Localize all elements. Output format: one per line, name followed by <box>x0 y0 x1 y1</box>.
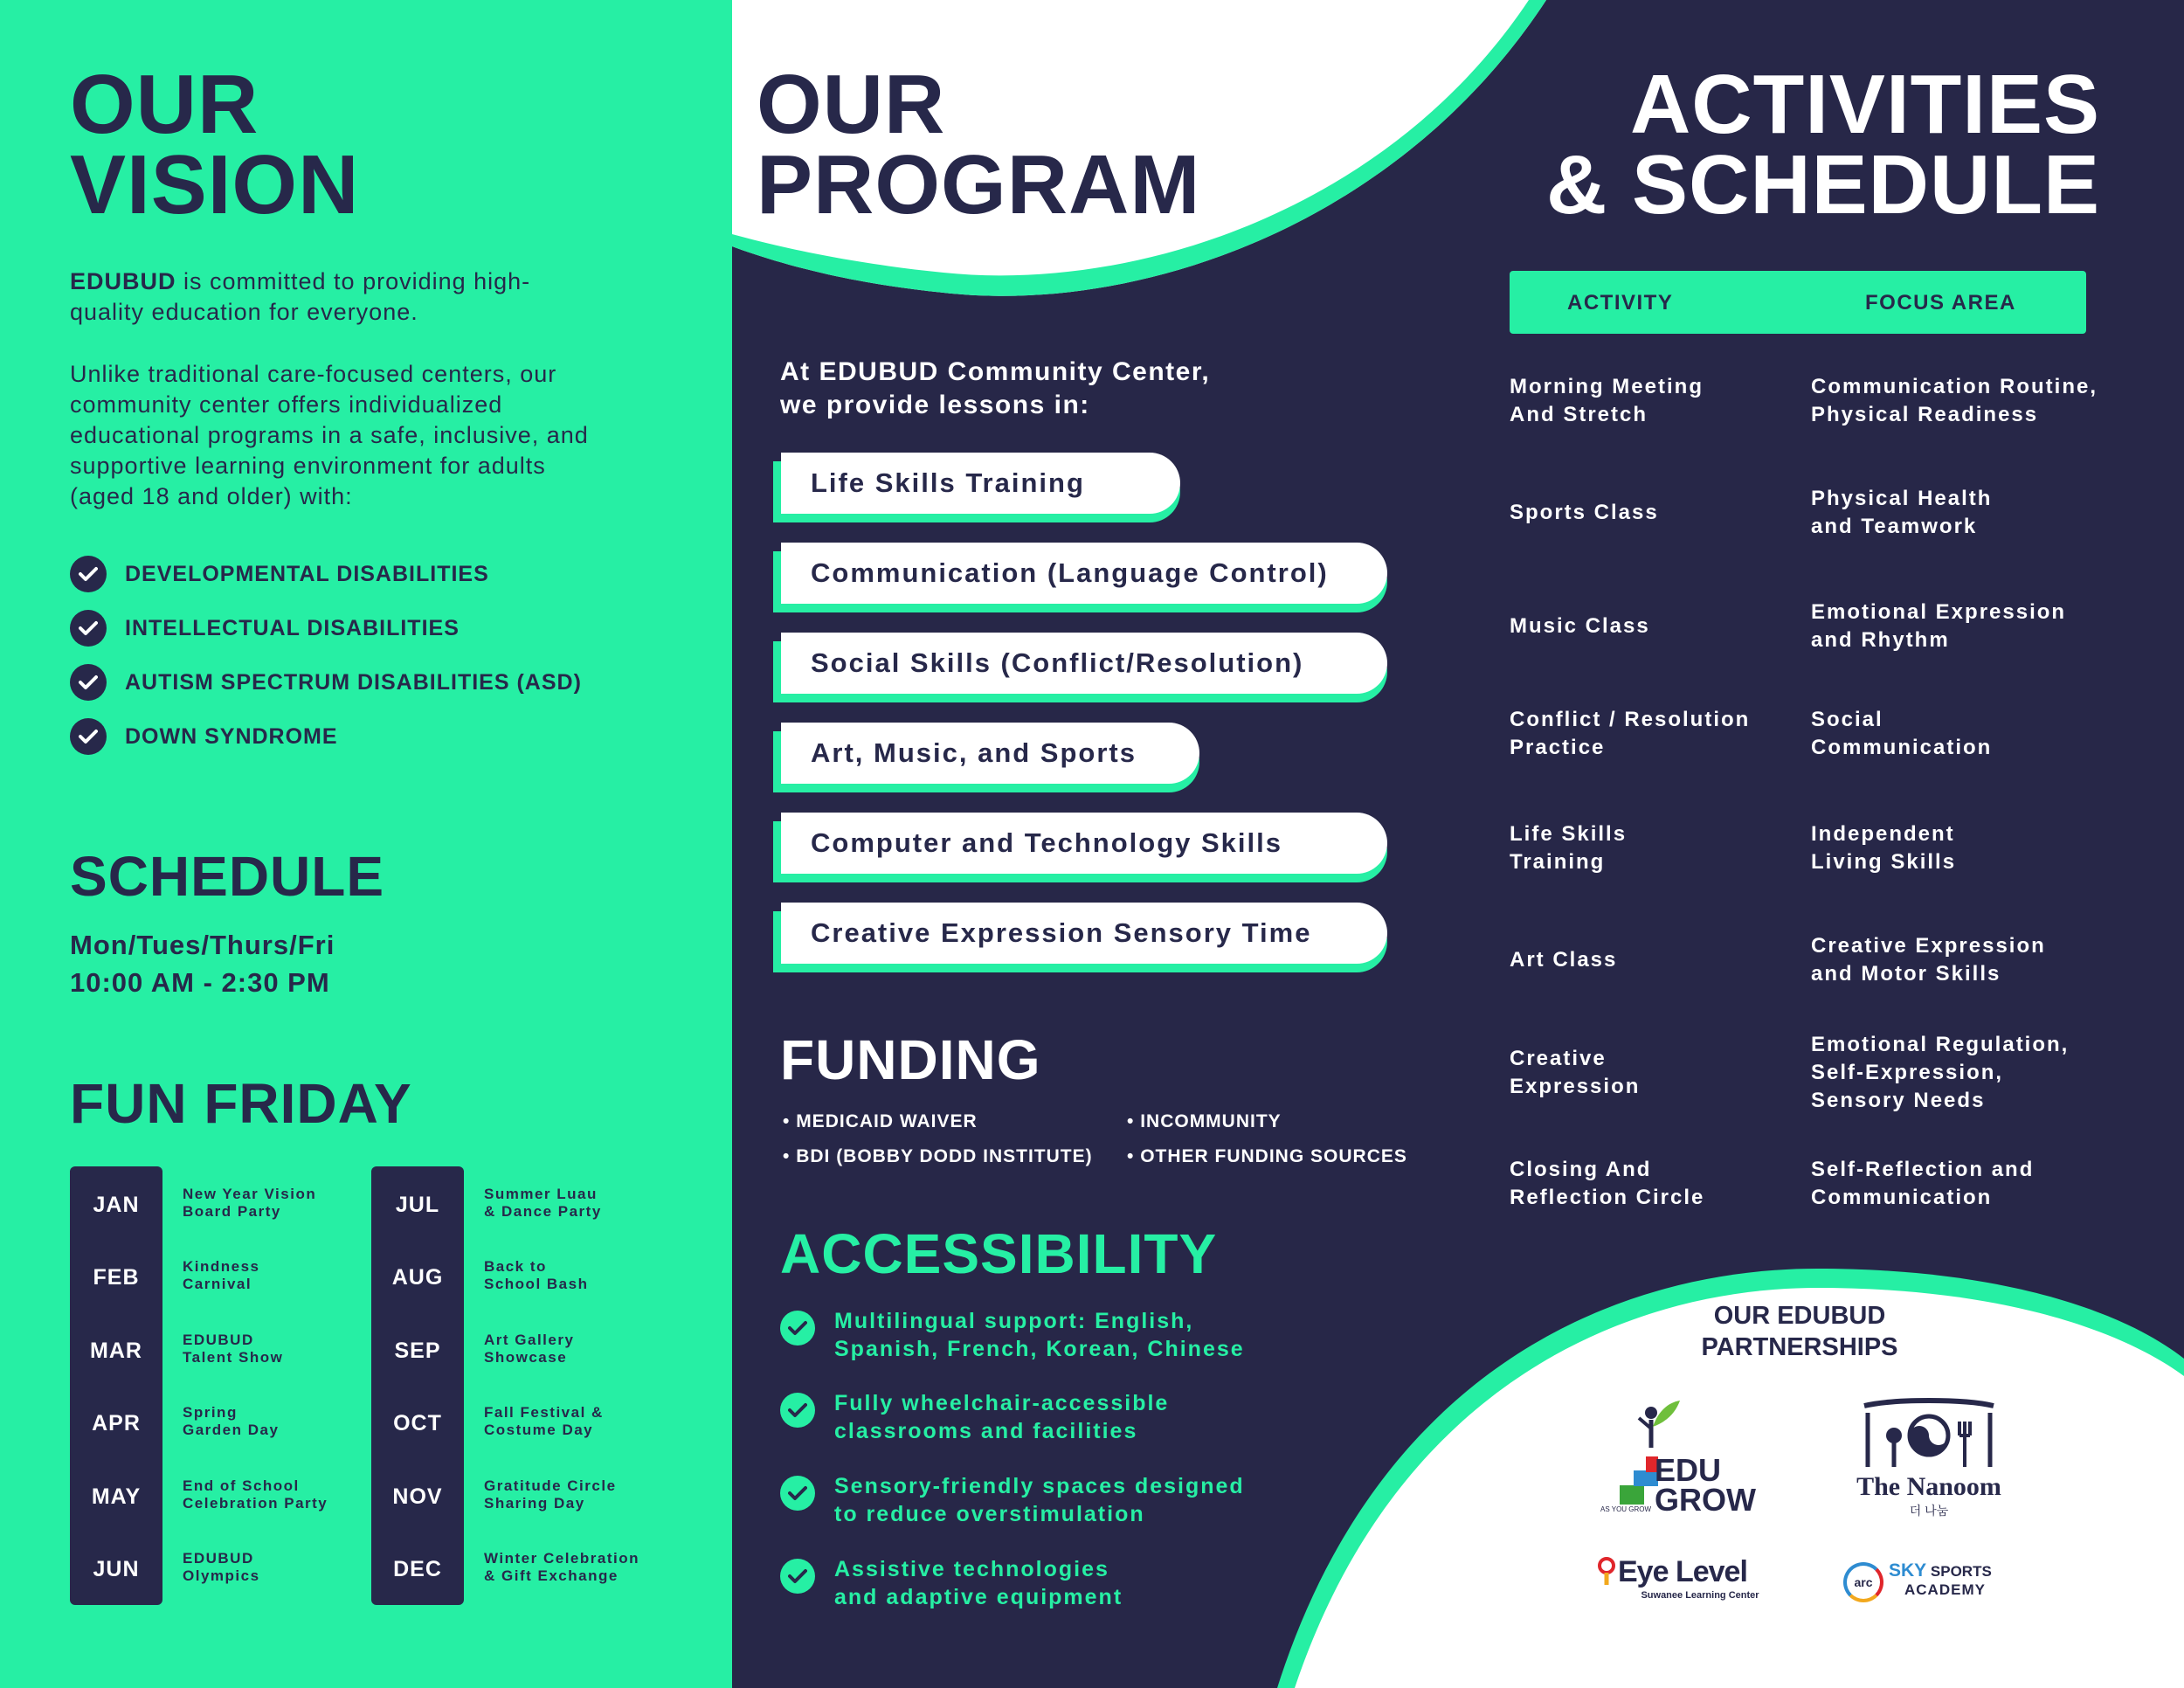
funding-item: • INCOMMUNITY <box>1127 1111 1282 1131</box>
check-icon <box>780 1476 815 1511</box>
focus-area-cell: Independent Living Skills <box>1811 822 1957 874</box>
month-column-right <box>371 1166 464 1605</box>
event-item: EDUBUD Talent Show <box>183 1332 284 1366</box>
fun-friday-title: FUN FRIDAY <box>70 1072 412 1135</box>
nanoom-logo: The Nanoom 더 나눔 <box>1833 1394 2025 1520</box>
check-icon <box>780 1559 815 1594</box>
brand-name: EDUBUD <box>70 268 176 294</box>
activities-title: ACTIVITIES & SCHEDULE <box>1545 58 2100 232</box>
event-item: Kindness Carnival <box>183 1258 260 1292</box>
event-item: EDUBUD Olympics <box>183 1550 260 1584</box>
condition-item: INTELLECTUAL DISABILITIES <box>70 601 582 655</box>
vision-intro: EDUBUD is committed to providing high-quality education for everyone. <box>70 268 531 325</box>
event-item: Back to School Bash <box>484 1258 589 1292</box>
check-icon <box>70 718 107 755</box>
header-focus-area: FOCUS AREA <box>1865 291 2016 315</box>
activity-cell: Art Class <box>1510 948 1618 972</box>
funding-item: • OTHER FUNDING SOURCES <box>1127 1146 1407 1166</box>
focus-area-cell: Emotional Regulation, Self-Expression, Sensory Needs <box>1811 1033 2070 1112</box>
funding-item: • BDI (BOBBY DODD INSTITUTE) <box>783 1146 1093 1166</box>
eye-level-logo: Eye Level Suwanee Learning Center <box>1595 1555 1779 1608</box>
event-item: Fall Festival & Costume Day <box>484 1404 604 1438</box>
conditions-list <box>70 547 582 764</box>
event-item: End of School Celebration Party <box>183 1477 328 1512</box>
check-icon <box>70 556 107 592</box>
month-label: JUL <box>395 1193 440 1217</box>
arc-badge-icon: arc <box>1843 1562 1883 1602</box>
vision-panel <box>0 0 732 1688</box>
event-item: Gratitude Circle Sharing Day <box>484 1477 617 1512</box>
accessibility-item: Multilingual support: English, Spanish, French, Korean, Chinese <box>780 1307 1245 1363</box>
activity-cell: Morning Meeting And Stretch <box>1510 375 1704 426</box>
check-icon <box>780 1311 815 1346</box>
nanoom-gate-icon <box>1833 1394 2025 1472</box>
event-item: Art Gallery Showcase <box>484 1332 575 1366</box>
activity-cell: Life Skills Training <box>1510 822 1628 874</box>
activities-table-header <box>1510 271 2086 334</box>
focus-area-cell: Physical Health and Teamwork <box>1811 487 1993 538</box>
accessibility-item: Assistive technologies and adaptive equipment <box>780 1555 1123 1611</box>
month-column-left <box>70 1166 162 1605</box>
funding-item: • MEDICAID WAIVER <box>783 1111 978 1131</box>
focus-area-cell: Self-Reflection and Communication <box>1811 1158 2035 1209</box>
accessibility-title: ACCESSIBILITY <box>780 1222 1218 1285</box>
month-label: DEC <box>393 1557 442 1581</box>
program-title: OUR PROGRAM <box>757 58 1201 232</box>
activity-cell: Music Class <box>1510 614 1650 638</box>
accessibility-item: Sensory-friendly spaces designed to reduce overstimulation <box>780 1472 1245 1528</box>
condition-item: AUTISM SPECTRUM DISABILITIES (ASD) <box>70 655 582 709</box>
funding-title: FUNDING <box>780 1028 1041 1091</box>
check-icon <box>70 664 107 701</box>
schedule-title: SCHEDULE <box>70 845 385 908</box>
condition-item: DEVELOPMENTAL DISABILITIES <box>70 547 582 601</box>
vision-paragraph: Unlike traditional care-focused centers, our community center offers individualized educational programs in a safe, inclusive, and supportive learning environment for adults (aged 18 and older) with: <box>70 361 589 509</box>
keyhole-icon <box>1597 1557 1616 1587</box>
month-label: FEB <box>93 1265 140 1290</box>
month-label: MAY <box>91 1484 142 1509</box>
month-label: JAN <box>93 1193 140 1217</box>
condition-item: DOWN SYNDROME <box>70 709 582 764</box>
month-label: NOV <box>392 1484 443 1509</box>
check-icon <box>70 610 107 647</box>
schedule-days: Mon/Tues/Thurs/Fri <box>70 930 335 960</box>
month-label: JUN <box>93 1557 140 1581</box>
vision-title: OUR VISION <box>70 58 360 232</box>
focus-area-cell: Emotional Expression and Rhythm <box>1811 600 2067 652</box>
event-item: Spring Garden Day <box>183 1404 280 1438</box>
focus-area-cell: Communication Routine, Physical Readiness <box>1811 375 2098 426</box>
event-item: New Year Vision Board Party <box>183 1186 317 1220</box>
month-label: APR <box>92 1411 141 1435</box>
focus-area-cell: Social Communication <box>1811 708 1993 759</box>
event-item: Summer Luau & Dance Party <box>484 1186 602 1220</box>
check-icon <box>780 1393 815 1428</box>
accessibility-item: Fully wheelchair-accessible classrooms and facilities <box>780 1389 1169 1445</box>
schedule-hours: 10:00 AM - 2:30 PM <box>70 967 330 998</box>
sky-sports-logo: arc SKY SPORTS ACADEMY <box>1843 1557 2018 1609</box>
activity-cell: Sports Class <box>1510 501 1659 524</box>
month-label: OCT <box>393 1411 442 1435</box>
month-label: MAR <box>90 1339 142 1363</box>
program-intro: At EDUBUD Community Center, we provide lessons in: <box>780 357 1211 419</box>
focus-area-cell: Creative Expression and Motor Skills <box>1811 934 2046 986</box>
partnerships-title: OUR EDUBUD PARTNERSHIPS <box>1701 1302 1898 1361</box>
month-label: AUG <box>391 1265 444 1290</box>
activity-cell: Closing And Reflection Circle <box>1510 1158 1705 1209</box>
activity-cell: Conflict / Resolution Practice <box>1510 708 1751 759</box>
activity-cell: Creative Expression <box>1510 1047 1641 1098</box>
edugrow-logo: EDU GROW AS YOU GROW <box>1597 1394 1763 1520</box>
month-label: SEP <box>394 1339 441 1363</box>
header-activity: ACTIVITY <box>1567 291 1674 315</box>
event-item: Winter Celebration & Gift Exchange <box>484 1550 639 1584</box>
